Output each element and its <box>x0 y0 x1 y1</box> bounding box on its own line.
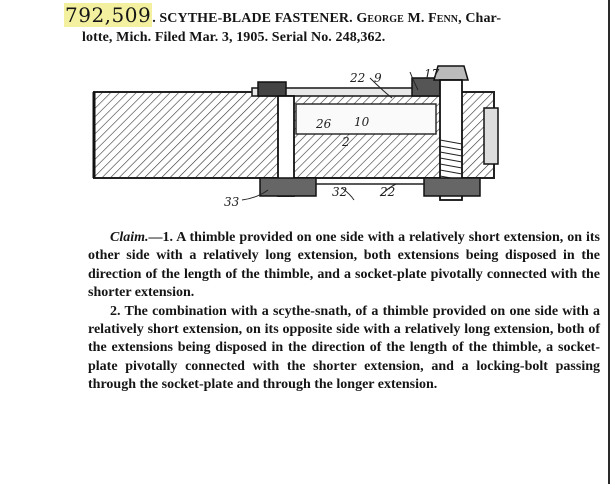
label-32: 32 <box>332 185 348 199</box>
claims-section <box>88 229 600 395</box>
label-2: 2 <box>342 135 350 149</box>
patent-title: SCYTHE-BLADE FASTENER. <box>159 11 353 26</box>
label-9: 9 <box>374 71 382 85</box>
bottom-plate-left <box>260 178 316 196</box>
inventor-name: George M. Fenn, <box>356 11 462 26</box>
label-33: 33 <box>224 195 240 209</box>
upper-fitting-left <box>258 82 286 96</box>
claim-2: 2. The combination with a scythe-snath, of a thimble provided on one side with a relatively short extension, on its opposite side with a relatively long extension, both of the extensions being disposed in the direction of the length of the thimble, a socket-plate pivotally connected with the shorter extension, and a locking-bolt passing through the socket-plate and through the longer extension. <box>88 303 600 393</box>
header-line1-tail: Char- <box>465 11 502 26</box>
label-26: 26 <box>316 117 332 131</box>
claim-1-text: —1. A thimble provided on one side with a relatively short extension, on its other side with a relatively long extension, both extensions being disposed in the direction of the length of the thimble, and a socket-plate pivotally connected with the shorter extension. <box>88 230 600 301</box>
patent-number: 792,509 <box>65 3 152 27</box>
label-17: 17 <box>424 67 440 81</box>
page-edge-rule <box>608 0 610 484</box>
label-10: 10 <box>354 115 370 129</box>
patent-header: 792,509. SCYTHE-BLADE FASTENER. George M. Fenn, Char- lotte, Mich. Filed Mar. 3, 1905. Serial No. 248,362. <box>64 6 604 47</box>
label-22-top: 22 <box>350 71 366 85</box>
label-22-bottom: 22 <box>380 185 396 199</box>
filing-details: lotte, Mich. Filed Mar. 3, 1905. Serial No. 248,362. <box>82 30 386 45</box>
claim-heading: Claim. <box>110 230 149 245</box>
bottom-plate-right <box>424 178 480 196</box>
patent-drawing <box>92 60 522 218</box>
claim-1 <box>88 229 600 303</box>
end-cap <box>484 108 498 164</box>
